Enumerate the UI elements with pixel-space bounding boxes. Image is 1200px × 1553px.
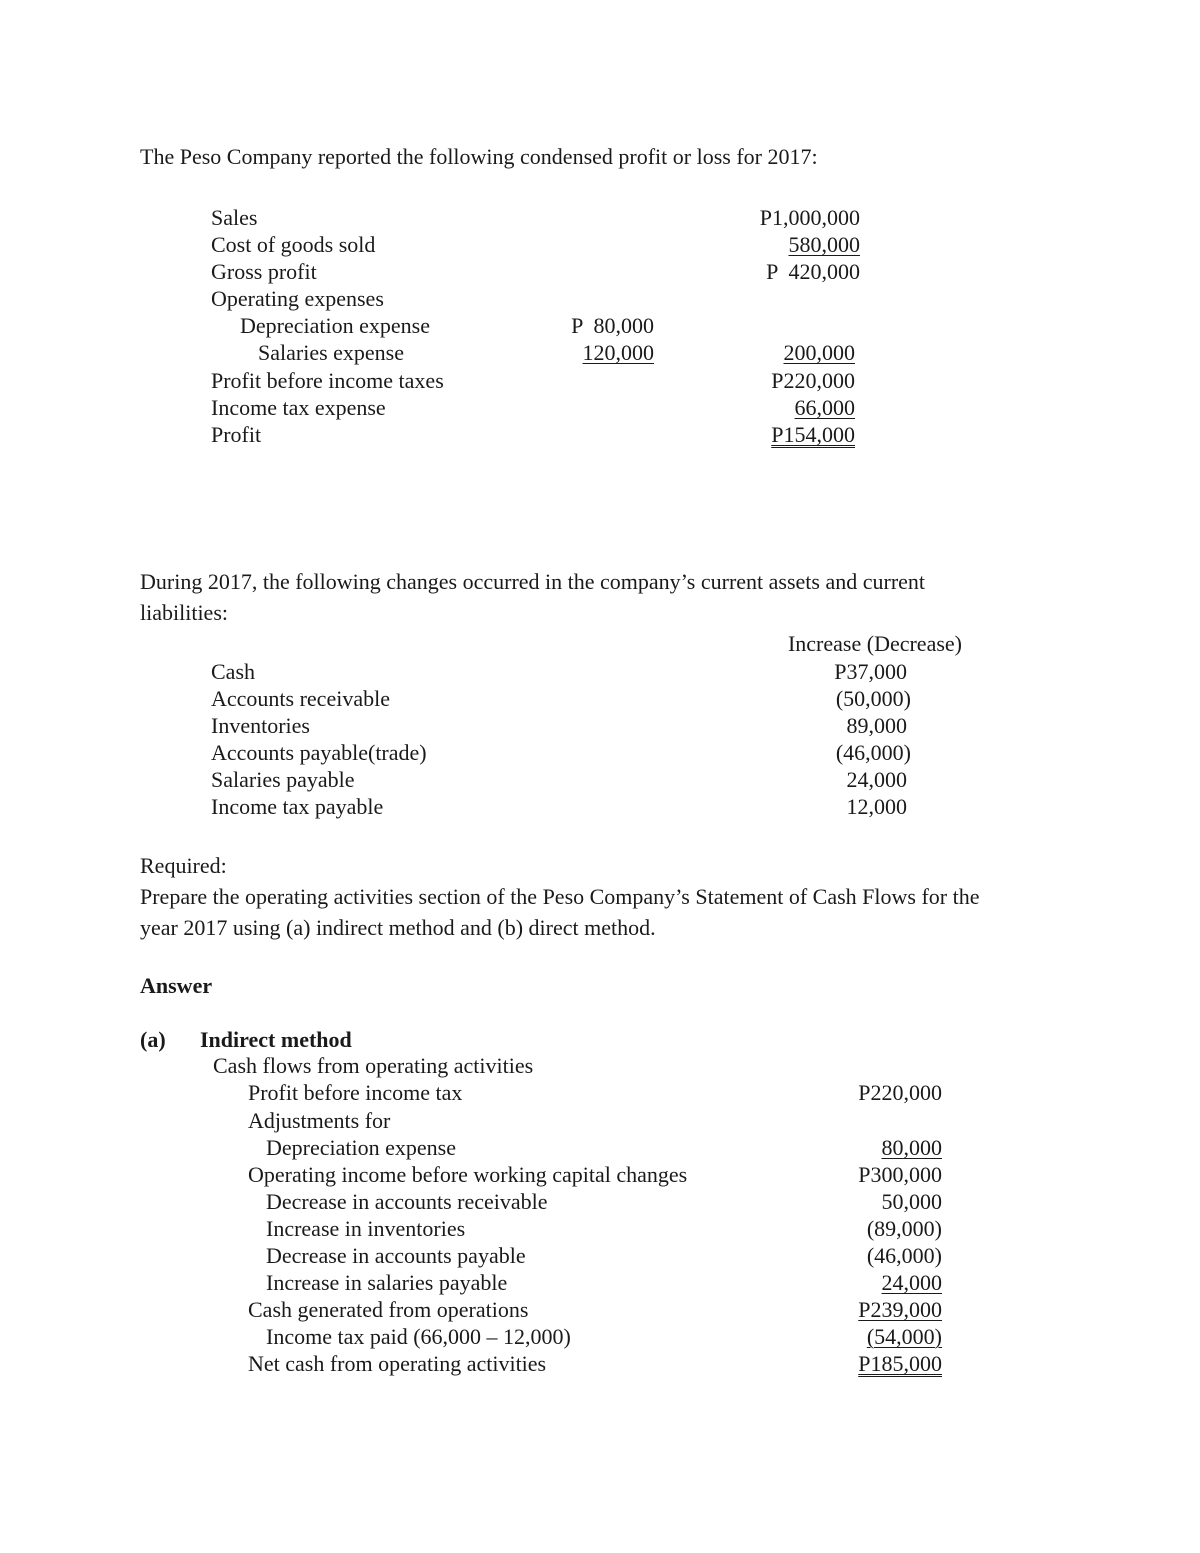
changes-intro-line-1: During 2017, the following changes occurred in the company’s current assets and current — [140, 569, 926, 594]
changes-intro-line-2: liabilities: — [140, 600, 228, 625]
pbt-value: P220,000 — [771, 368, 855, 393]
net-cash-label: Net cash from operating activities — [248, 1351, 547, 1376]
change-row-inv-value: 89,000 — [846, 713, 907, 738]
sales-value: P1,000,000 — [759, 205, 860, 230]
required-text-line-1: Prepare the operating activities section of the Peso Company’s Statement of Cash Flows for the — [140, 884, 980, 909]
change-row-cash-value: P37,000 — [834, 659, 907, 684]
cogs-label: Cost of goods sold — [211, 232, 376, 257]
itp-value: (54,000) — [866, 1324, 942, 1349]
change-row-itp-label: Income tax payable — [211, 794, 384, 819]
inv-change-value: (89,000) — [866, 1216, 942, 1241]
cgo-label: Cash generated from operations — [248, 1297, 529, 1322]
profit-label: Profit — [211, 422, 262, 447]
ap-change-value: (46,000) — [866, 1243, 942, 1268]
depreciation-label: Depreciation expense — [240, 313, 430, 338]
ind-pbt-label: Profit before income tax — [248, 1080, 463, 1105]
ind-dep-value: 80,000 — [881, 1135, 942, 1160]
ar-change-label: Decrease in accounts receivable — [266, 1189, 548, 1214]
indirect-method-title: Indirect method — [200, 1027, 352, 1052]
ind-pbt-value: P220,000 — [858, 1080, 942, 1105]
ar-change-value: 50,000 — [881, 1189, 942, 1214]
change-row-sp-label: Salaries payable — [211, 767, 355, 792]
adjustments-label: Adjustments for — [248, 1108, 391, 1133]
change-row-inv-label: Inventories — [211, 713, 310, 738]
sp-change-value: 24,000 — [881, 1270, 942, 1295]
itp-label: Income tax paid (66,000 – 12,000) — [266, 1324, 571, 1349]
profit-value: P154,000 — [771, 422, 855, 447]
change-row-itp-value: 12,000 — [846, 794, 907, 819]
intro-text: The Peso Company reported the following condensed profit or loss for 2017: — [140, 144, 818, 169]
salaries-value: 120,000 — [582, 340, 654, 365]
opex-label: Operating expenses — [211, 286, 384, 311]
opinc-label: Operating income before working capital changes — [248, 1162, 688, 1187]
change-row-ap-label: Accounts payable(trade) — [211, 740, 427, 765]
gross-profit-value: P 420,000 — [766, 259, 860, 284]
change-row-cash-label: Cash — [211, 659, 255, 684]
cfo-heading: Cash flows from operating activities — [213, 1053, 534, 1078]
sales-label: Sales — [211, 205, 258, 230]
required-label: Required: — [140, 853, 227, 878]
part-a-marker: (a) — [140, 1027, 166, 1052]
ind-dep-label: Depreciation expense — [266, 1135, 456, 1160]
pbt-label: Profit before income taxes — [211, 368, 444, 393]
cgo-value: P239,000 — [858, 1297, 942, 1322]
net-cash-value: P185,000 — [858, 1351, 942, 1376]
sp-change-label: Increase in salaries payable — [266, 1270, 508, 1295]
opex-total-value: 200,000 — [783, 340, 855, 365]
ap-change-label: Decrease in accounts payable — [266, 1243, 526, 1268]
tax-value: 66,000 — [794, 395, 855, 420]
required-text-line-2: year 2017 using (a) indirect method and (b) direct method. — [140, 915, 656, 940]
change-row-ap-value: (46,000) — [835, 740, 911, 765]
gross-profit-label: Gross profit — [211, 259, 317, 284]
change-row-sp-value: 24,000 — [846, 767, 907, 792]
change-row-ar-label: Accounts receivable — [211, 686, 390, 711]
depreciation-value: P 80,000 — [571, 313, 654, 338]
opinc-value: P300,000 — [858, 1162, 942, 1187]
change-row-ar-value: (50,000) — [835, 686, 911, 711]
cogs-value: 580,000 — [788, 232, 860, 257]
inv-change-label: Increase in inventories — [266, 1216, 466, 1241]
tax-label: Income tax expense — [211, 395, 386, 420]
salaries-label: Salaries expense — [258, 340, 404, 365]
changes-header: Increase (Decrease) — [787, 631, 962, 656]
answer-heading: Answer — [140, 973, 213, 998]
